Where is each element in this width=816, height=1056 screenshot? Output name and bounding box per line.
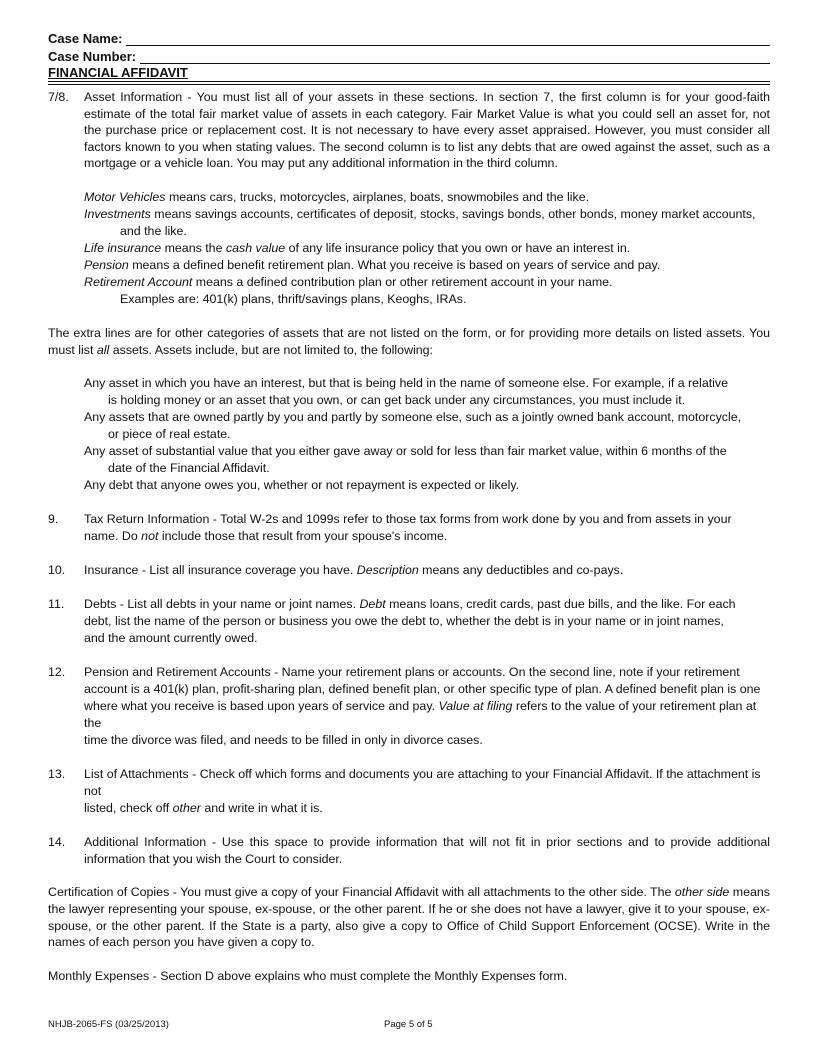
motor-vehicles-def: Motor Vehicles means cars, trucks, motorcycles, airplanes, boats, snowmobiles and the like. (84, 189, 590, 204)
page-number: Page 5 of 5 (384, 1019, 433, 1030)
attachments-line: List of Attachments - Check off which forms and documents you are attaching to your Financial Affidavit. If the attachment is not (84, 767, 761, 799)
section-13: 13. List of Attachments - Check off which forms and documents you are attaching to your Financial Affidavit. If the attachment is not listed, check off other and write in what it is. (48, 766, 770, 817)
form-id: NHJB-2065-FS (03/25/2013) (48, 1019, 169, 1030)
investments-def: Investments means savings accounts, certificates of deposit, stocks, savings bonds, other bonds, money market accounts, (84, 206, 756, 221)
asset-item-cont: date of the Financial Affidavit. (108, 461, 270, 476)
section-number: 7/8. (48, 90, 69, 104)
debts-line: and the amount currently owed. (84, 631, 258, 646)
certification-paragraph: Certification of Copies - You must give a copy of your Financial Affidavit with all attachments to the other side. The other side means the lawyer representing your spouse, ex-spouse, or the other parent. If he or she does not have a lawyer, give it to your spouse, ex-spouse, or the other parent. If the State is a party, also give a copy to Office of Child Support Enforcement (OCSE). Write in the names of each person you have given a copy to. (48, 885, 770, 950)
asset-item: Any assets that are owned partly by you and partly by someone else, such as a jointly owned bank account, motorcycle, (84, 410, 742, 425)
asset-list (48, 375, 770, 494)
section-10: 10. Insurance - List all insurance coverage you have. Description means any deductibles and co-pays. (48, 562, 770, 579)
case-number-line (48, 46, 770, 64)
title-divider (48, 84, 770, 85)
attachments-line: listed, check off other and write in what it is. (84, 801, 323, 816)
tax-return-line: Tax Return Information - Total W-2s and 1099s refer to those tax forms from work done by you and from assets in your (84, 512, 732, 527)
section-7-8 (48, 89, 770, 308)
case-name-line (48, 28, 770, 46)
pension-line: where what you receive is based upon years of service and pay. Value at filing refers to the value of your retirement plan at the (84, 699, 757, 731)
case-number-field[interactable] (140, 50, 770, 64)
life-insurance-def: Life insurance means the cash value of any life insurance policy that you own or have an interest in. (84, 240, 631, 255)
tax-return-line: name. Do not include those that result from your spouse's income. (84, 529, 448, 544)
pension-line: Pension and Retirement Accounts - Name your retirement plans or accounts. On the second line, note if your retirement (84, 665, 740, 680)
section-11: 11. Debts - List all debts in your name or joint names. Debt means loans, credit cards, past due bills, and the like. For each debt, list the name of the person or business you owe the debt to, whether the debt is in your name or in joint names, and the amount currently owed. (48, 596, 770, 647)
retirement-examples: Examples are: 401(k) plans, thrift/savings plans, Keoghs, IRAs. (120, 291, 467, 306)
debts-line: Debts - List all debts in your name or joint names. Debt means loans, credit cards, past due bills, and the like. For each (84, 597, 736, 612)
debts-line: debt, list the name of the person or business you owe the debt to, whether the debt is in your name or in joint names, (84, 614, 724, 629)
insurance-line: Insurance - List all insurance coverage you have. Description means any deductibles and co-pays. (84, 563, 624, 578)
extra-lines-paragraph: The extra lines are for other categories of assets that are not listed on the form, or for providing more details on listed assets. You must list all assets. Assets include, but are not limited to, the following: (48, 325, 770, 357)
monthly-expenses-line: Monthly Expenses - Section D above explains who must complete the Monthly Expenses form. (48, 968, 568, 983)
investments-def-cont: and the like. (120, 223, 187, 238)
asset-item: Any asset of substantial value that you either gave away or sold for less than fair market value, within 6 months of the (84, 444, 727, 459)
asset-item-cont: or piece of real estate. (108, 427, 231, 442)
pension-line: account is a 401(k) plan, profit-sharing plan, defined benefit plan, or other specific type of plan. A defined benefit plan is one (84, 682, 761, 697)
asset-item-cont: is holding money or an asset that you own, or can get back under any circumstances, you must include it. (108, 393, 686, 408)
section-9: 9. Tax Return Information - Total W-2s and 1099s refer to those tax forms from work done by you and from assets in your name. Do not include those that result from your spouse's income. (48, 511, 770, 545)
asset-info-paragraph: Asset Information - You must list all of your assets in these sections. In section 7, the first column is for your good-faith estimate of the total fair market value of assets in each category. Fair Market Value is what you could sell an asset for, not the purchase price or replacement cost. It is not necessary to have every asset appraised. However, you must consider all factors known to you when stating values. The second column is to list any debts that are owed against the asset, such as a mortgage or a vehicle loan. You may put any additional information in the third column. (84, 90, 770, 171)
asset-item: Any debt that anyone owes you, whether or not repayment is expected or likely. (84, 478, 520, 493)
form-title: FINANCIAL AFFIDAVIT (48, 64, 770, 82)
asset-item: Any asset in which you have an interest, but that is being held in the name of someone else. For example, if a relative (84, 376, 728, 391)
section-12: 12. Pension and Retirement Accounts - Name your retirement plans or accounts. On the second line, note if your retirement account is a 401(k) plan, profit-sharing plan, defined benefit plan, or other specific type of plan. A defined benefit plan is one where what you receive is based upon years of service and pay. Value at filing refers to the value of your retirement plan at the time the divorce was filed, and needs to be filled in only in divorce cases. (48, 664, 770, 749)
case-number-label: Case Number: (48, 49, 137, 64)
retirement-account-def: Retirement Account means a defined contribution plan or other retirement account in your name. (84, 274, 613, 289)
pension-def: Pension means a defined benefit retirement plan. What you receive is based on years of service and pay. (84, 257, 661, 272)
document-page (48, 28, 770, 985)
section-14: 14. Additional Information - Use this space to provide information that will not fit in prior sections and to provide additional information that you wish the Court to consider. (48, 835, 770, 866)
case-name-label: Case Name: (48, 31, 123, 46)
case-name-field[interactable] (126, 32, 770, 46)
pension-line: time the divorce was filed, and needs to be filled in only in divorce cases. (84, 733, 483, 748)
additional-info-paragraph: Additional Information - Use this space to provide information that will not fit in prior sections and to provide additional information that you wish the Court to consider. (84, 835, 770, 866)
